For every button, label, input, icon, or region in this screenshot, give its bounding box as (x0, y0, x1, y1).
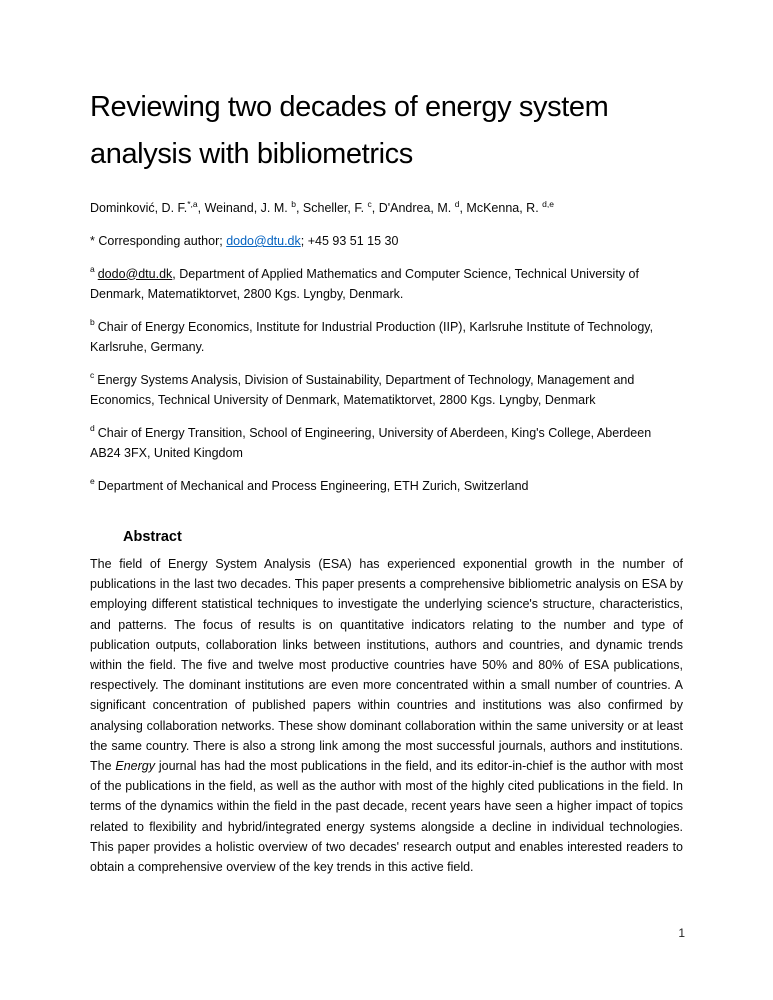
affiliation-c-text: Energy Systems Analysis, Division of Sustainability, Department of Technology, Management and Economics, Technical University of Denmark, Matematiktorvet, 2800 Kgs. Lyngby, Denmark (90, 372, 635, 407)
corresponding-author-line (90, 231, 683, 252)
affiliation-b-text: Chair of Energy Economics, Institute for Industrial Production (IIP), Karlsruhe Institute of Technology, Karlsruhe, Germany. (90, 319, 654, 354)
paper-title-line-1: Reviewing two decades of energy system (90, 91, 609, 123)
affiliation-c-mark: c (90, 370, 95, 381)
author-2: , Weinand, J. M. (197, 201, 292, 215)
affiliation-e-mark: e (90, 476, 95, 487)
affiliation-e-text: Department of Mechanical and Process Engineering, ETH Zurich, Switzerland (97, 478, 529, 493)
author-1: Dominković, D. F. (90, 201, 188, 215)
affiliation-d (90, 423, 683, 464)
corresponding-author-prefix: * Corresponding author; (90, 234, 227, 248)
author-4: , D'Andrea, M. (371, 201, 455, 215)
affiliation-c (90, 370, 683, 411)
journal-name-energy: Energy (115, 759, 155, 774)
paper-title (90, 84, 683, 178)
author-line (90, 198, 683, 218)
abstract-text-part-2: journal has had the most publications in the field, and its editor-in-chief is the author with most of the publications in the field, as well as the author with most of the highly cited publications in the field. In terms of the dynamics within the field in the past decade, recent years have seen a higher impact of topics related to flexibility and hybrid/integrated energy systems alongside a decline in individual technologies. This paper provides a holistic overview of two decades' research output and enables interested readers to obtain a comprehensive overview of the key trends in this active field. (90, 759, 684, 875)
corresponding-author-phone: ; +45 93 51 15 30 (300, 234, 399, 248)
affiliation-a-mark: a (90, 264, 95, 275)
affiliation-a (90, 264, 683, 305)
affiliation-b (90, 317, 683, 358)
abstract-heading: Abstract (123, 529, 182, 545)
page-number: 1 (678, 926, 685, 940)
abstract-text-part-1: The field of Energy System Analysis (ESA) has experienced exponential growth in the number of publications in the last two decades. This paper presents a comprehensive bibliometric analysis on ESA by employing different statistical techniques to investigate the underlying science's structure, characteristics, and patterns. The focus of results is on quantitative indicators relating to the number and type of publication outputs, collaboration links between institutions, authors and countries, and dynamic trends within the field. The five and twelve most productive countries have 50% and 80% of ESA publications, respectively. The dominant institutions are even more concentrated within a small number of countries. A significant concentration of published papers within countries and institutions was also confirmed by analysing collaboration networks. These show dominant collaboration within the same university or at least the same country. There is also a strong link among the most successful journals, authors and institutions. The (90, 557, 683, 774)
affiliation-a-email-link[interactable]: dodo@dtu.dk (97, 266, 173, 281)
author-2-affiliation-marks: b (291, 198, 296, 209)
author-3: , Scheller, F. (295, 201, 368, 215)
abstract-body (90, 554, 683, 877)
paper-title-line-2: analysis with bibliometrics (90, 138, 413, 170)
author-4-affiliation-marks: d (454, 198, 460, 209)
abstract-section (90, 529, 683, 877)
affiliation-d-mark: d (90, 423, 95, 434)
affiliation-a-text: , Department of Applied Mathematics and Computer Science, Technical University of Denmark, Matematiktorvet, 2800 Kgs. Lyngby, Denmark. (90, 266, 639, 301)
author-5: , McKenna, R. (459, 201, 543, 215)
corresponding-author-email-link[interactable]: dodo@dtu.dk (226, 234, 301, 248)
author-1-affiliation-marks: *,a (187, 198, 198, 209)
author-3-affiliation-marks: c (367, 198, 372, 209)
affiliation-b-mark: b (90, 317, 95, 328)
affiliation-e (90, 476, 683, 497)
affiliation-d-text: Chair of Energy Transition, School of Engineering, University of Aberdeen, King's College, Aberdeen AB24 3FX, United Kingdom (90, 425, 652, 460)
author-5-affiliation-marks: d,e (542, 198, 554, 209)
